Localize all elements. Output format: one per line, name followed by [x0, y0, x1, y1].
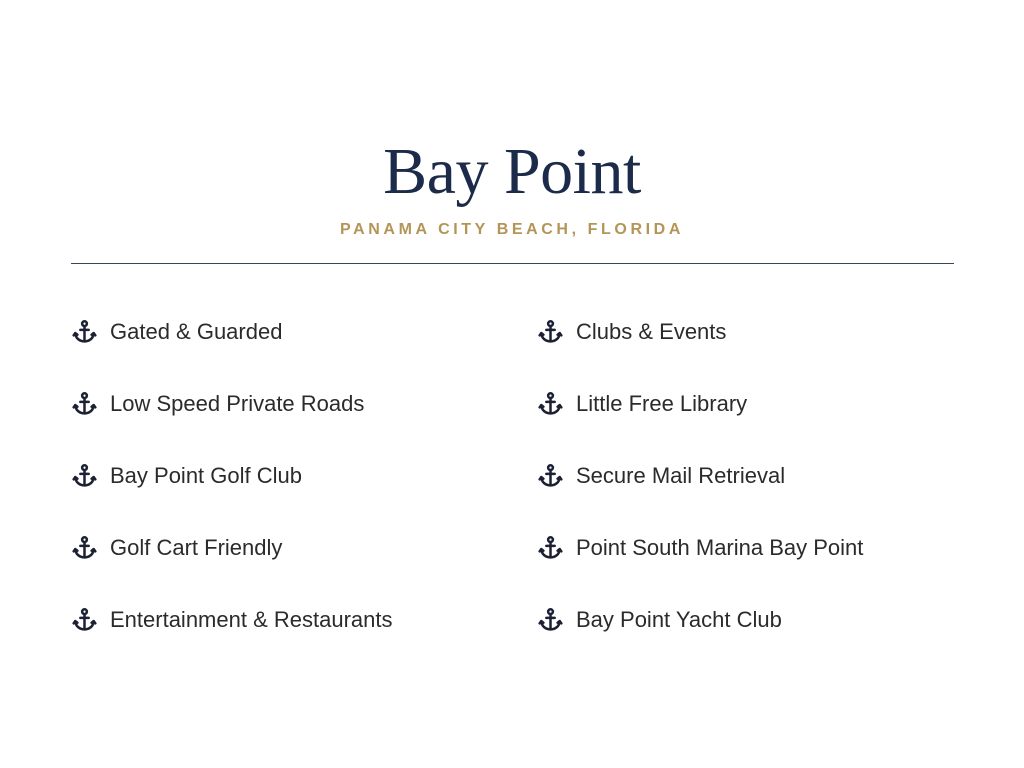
amenity-item-entertainment-restaurants — [72, 598, 512, 642]
amenity-item-golf-cart-friendly — [72, 526, 512, 570]
location-subtitle: PANAMA CITY BEACH, FLORIDA — [340, 221, 684, 238]
amenity-label: Gated & Guarded — [110, 319, 283, 344]
amenity-label: Little Free Library — [576, 391, 748, 416]
amenity-label: Low Speed Private Roads — [110, 391, 365, 416]
anchor-icon — [72, 535, 97, 561]
amenity-item-point-south-marina — [538, 526, 978, 570]
amenity-item-clubs-events — [538, 310, 978, 354]
anchor-icon — [72, 607, 97, 633]
amenity-label: Entertainment & Restaurants — [110, 607, 393, 632]
amenity-item-bay-point-golf-club — [72, 454, 512, 498]
amenity-label: Bay Point Golf Club — [110, 463, 302, 488]
anchor-icon — [538, 535, 563, 561]
amenities-left-column — [72, 310, 512, 670]
amenity-item-bay-point-yacht-club — [538, 598, 978, 642]
anchor-icon — [538, 319, 563, 345]
anchor-icon — [72, 391, 97, 417]
amenity-item-little-free-library — [538, 382, 978, 426]
amenity-label: Clubs & Events — [576, 319, 727, 344]
header-divider — [71, 263, 954, 264]
anchor-icon — [72, 319, 97, 345]
amenity-label: Secure Mail Retrieval — [576, 463, 786, 488]
amenity-label: Point South Marina Bay Point — [576, 535, 864, 560]
anchor-icon — [538, 463, 563, 489]
amenity-item-secure-mail-retrieval — [538, 454, 978, 498]
anchor-icon — [538, 607, 563, 633]
amenities-right-column — [538, 310, 978, 670]
page-title: Bay Point — [383, 135, 641, 208]
amenity-item-gated-guarded — [72, 310, 512, 354]
anchor-icon — [72, 463, 97, 489]
amenity-label: Bay Point Yacht Club — [576, 607, 782, 632]
anchor-icon — [538, 391, 563, 417]
amenity-label: Golf Cart Friendly — [110, 535, 283, 560]
amenity-item-low-speed-private-roads — [72, 382, 512, 426]
